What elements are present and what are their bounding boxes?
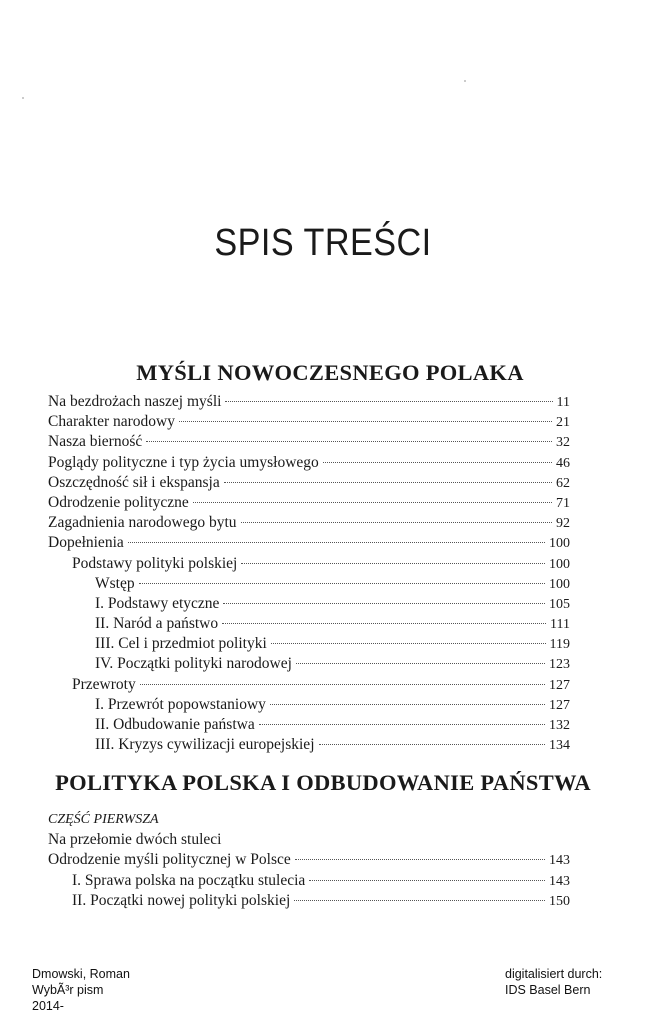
dot-leader	[296, 663, 545, 664]
toc-entry	[48, 850, 570, 870]
toc-entry	[48, 533, 570, 553]
toc-entry-page: 134	[549, 738, 570, 754]
toc-entry-label: Wstęp	[95, 574, 135, 592]
toc-entry	[48, 554, 570, 574]
section-heading-polityka: POLITYKA POLSKA I ODBUDOWANIE PAŃSTWA	[55, 770, 591, 795]
toc-entry-label: Odrodzenie myśli politycznej w Polsce	[48, 851, 291, 869]
dot-leader	[140, 684, 545, 685]
toc-entry-page: 100	[549, 576, 570, 592]
toc-entry	[48, 432, 570, 452]
toc-entry	[48, 715, 570, 735]
dot-leader	[193, 502, 552, 503]
toc-entry-page: 150	[549, 893, 570, 909]
toc-entry-page: 105	[549, 596, 570, 612]
toc-entry	[48, 735, 570, 755]
toc-entry-page: 143	[549, 873, 570, 889]
dot-leader	[270, 704, 545, 705]
toc-entry-label: I. Podstawy etyczne	[95, 594, 220, 612]
dot-leader	[309, 880, 545, 881]
toc-entry	[48, 675, 570, 695]
toc-entry	[48, 412, 570, 432]
dot-leader	[295, 859, 545, 860]
toc-entry-page: 100	[549, 556, 570, 572]
dot-leader	[271, 643, 546, 644]
toc-entry-label: IV. Początki polityki narodowej	[95, 655, 292, 673]
footer-institution: IDS Basel Bern	[505, 983, 591, 997]
toc-entry-label: III. Cel i przedmiot polityki	[95, 635, 267, 653]
toc-entry-page: 100	[549, 536, 570, 552]
toc-section-2	[48, 810, 570, 911]
toc-entry	[48, 513, 570, 533]
footer-digitization-info	[505, 966, 602, 998]
toc-entry	[48, 654, 570, 674]
toc-entry-page: 127	[549, 697, 570, 713]
toc-entry	[48, 594, 570, 614]
toc-entry-page: 71	[556, 495, 570, 511]
toc-entry-label: Na bezdrożach naszej myśli	[48, 393, 222, 410]
dot-leader	[323, 462, 552, 463]
toc-entry-label: II. Odbudowanie państwa	[95, 716, 255, 733]
scan-speck	[22, 97, 24, 99]
toc-entry-label: II. Początki nowej polityki polskiej	[72, 891, 291, 909]
toc-entry	[48, 634, 570, 654]
scan-speck	[464, 80, 466, 82]
dot-leader	[241, 563, 545, 564]
toc-entry	[48, 392, 570, 412]
part-title: Na przełomie dwóch stuleci	[48, 831, 222, 849]
toc-entry-label: III. Kryzys cywilizacji europejskiej	[95, 736, 315, 754]
footer-digitized-by: digitalisiert durch:	[505, 967, 603, 981]
toc-entry-label: I. Przewrót popowstaniowy	[95, 695, 266, 713]
toc-entry-label: Podstawy polityki polskiej	[72, 554, 238, 572]
dot-leader	[222, 623, 546, 624]
footer-author: Dmowski, Roman	[32, 967, 130, 981]
toc-entry-label: Charakter narodowy	[48, 413, 175, 431]
toc-entry-page: 92	[556, 516, 570, 532]
toc-entry-label: II. Naród a państwo	[95, 615, 219, 633]
toc-entry	[48, 493, 570, 513]
dot-leader	[146, 441, 552, 442]
toc-entry	[48, 574, 570, 594]
toc-entry-page: 11	[556, 395, 570, 410]
dot-leader	[224, 482, 552, 483]
toc-entry-label: I. Sprawa polska na początku stulecia	[72, 871, 306, 889]
toc-entry-label: Przewroty	[72, 675, 136, 693]
part-label: CZĘŚĆ PIERWSZA	[48, 812, 159, 827]
toc-entry-page: 32	[556, 435, 570, 451]
section-heading-mysli: MYŚLI NOWOCZESNEGO POLAKA	[136, 360, 524, 385]
toc-entry-page: 119	[549, 637, 570, 653]
footer-book-title: WybÃ³r pism	[32, 983, 104, 997]
toc-entry-page: 123	[549, 657, 570, 673]
dot-leader	[223, 603, 545, 604]
dot-leader	[139, 583, 545, 584]
toc-entry-page: 111	[550, 617, 570, 633]
toc-entry-label: Odrodzenie polityczne	[48, 493, 189, 511]
toc-entry	[48, 453, 570, 473]
footer-bibliographic-info	[32, 966, 130, 1014]
dot-leader	[319, 744, 546, 745]
dot-leader	[241, 522, 552, 523]
toc-entry-page: 46	[556, 455, 570, 471]
page-title: SPIS TREŚCI	[214, 222, 432, 264]
dot-leader	[179, 421, 552, 422]
toc-section-1	[48, 392, 570, 755]
toc-entry-label: Poglądy polityczne i typ życia umysłowego	[48, 453, 319, 471]
dot-leader	[259, 724, 545, 725]
toc-entry-label: Dopełnienia	[48, 534, 124, 552]
toc-entry-label: Oszczędność sił i ekspansja	[48, 473, 220, 491]
dot-leader	[128, 542, 545, 543]
toc-entry	[48, 695, 570, 715]
toc-entry-page: 21	[556, 415, 570, 431]
toc-entry	[48, 614, 570, 634]
footer-year: 2014-	[32, 999, 64, 1013]
dot-leader	[294, 900, 545, 901]
toc-entry-page: 62	[556, 475, 570, 491]
dot-leader	[225, 401, 552, 402]
toc-entry	[48, 871, 570, 891]
toc-entry-page: 127	[549, 677, 570, 693]
toc-entry	[48, 891, 570, 911]
toc-entry-label: Zagadnienia narodowego bytu	[48, 514, 237, 532]
toc-entry-page: 132	[549, 718, 570, 733]
toc-entry-page: 143	[549, 853, 570, 869]
toc-entry	[48, 473, 570, 493]
toc-entry-label: Nasza bierność	[48, 433, 143, 451]
